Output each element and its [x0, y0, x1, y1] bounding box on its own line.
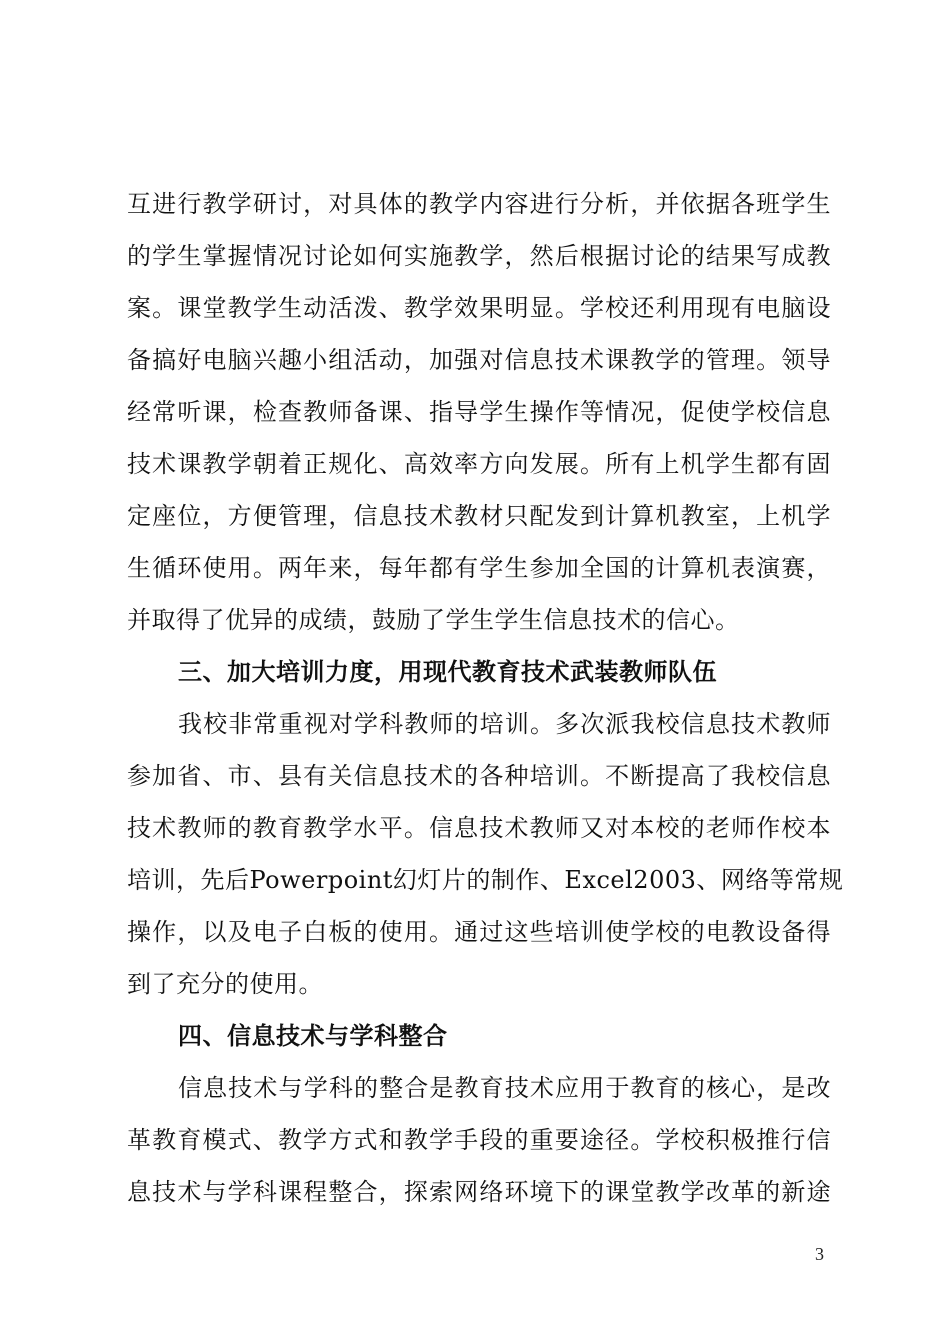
section-heading: 四、信息技术与学科整合 — [178, 1022, 448, 1050]
text-line: 革教育模式、教学方式和教学手段的重要途径。学校积极推行信 — [127, 1126, 831, 1154]
text-line: 技术教师的教育教学水平。信息技术教师又对本校的老师作校本 — [127, 814, 831, 842]
text-line: 生循环使用。两年来，每年都有学生参加全国的计算机表演赛， — [127, 554, 831, 582]
text-line: 备搞好电脑兴趣小组活动，加强对信息技术课教学的管理。领导 — [127, 346, 831, 374]
text-line: 定座位，方便管理，信息技术教材只配发到计算机教室，上机学 — [127, 502, 831, 530]
text-line: 并取得了优异的成绩，鼓励了学生学生信息技术的信心。 — [127, 606, 740, 634]
text-line: 互进行教学研讨，对具体的教学内容进行分析，并依据各班学生 — [127, 190, 831, 218]
text-line: 操作，以及电子白板的使用。通过这些培训使学校的电教设备得 — [127, 918, 831, 946]
page-number: 3 — [815, 1244, 824, 1264]
text-line: 信息技术与学科的整合是教育技术应用于教育的核心，是改 — [178, 1074, 831, 1102]
text-line: 到了充分的使用。 — [127, 970, 323, 998]
body-text — [127, 178, 844, 1218]
text-line: 参加省、市、县有关信息技术的各种培训。不断提高了我校信息 — [127, 762, 831, 790]
text-line: 案。课堂教学生动活泼、教学效果明显。学校还利用现有电脑设 — [127, 294, 831, 322]
text-line: 技术课教学朝着正规化、高效率方向发展。所有上机学生都有固 — [127, 450, 831, 478]
text-line: 的学生掌握情况讨论如何实施教学，然后根据讨论的结果写成教 — [127, 242, 831, 270]
section-heading: 三、加大培训力度，用现代教育技术武装教师队伍 — [178, 658, 717, 686]
text-line: 培训，先后Powerpoint幻灯片的制作、Excel2003、网络等常规 — [127, 866, 844, 894]
text-line: 经常听课，检查教师备课、指导学生操作等情况，促使学校信息 — [127, 398, 831, 426]
text-line: 我校非常重视对学科教师的培训。多次派我校信息技术教师 — [178, 710, 831, 738]
text-line: 息技术与学科课程整合，探索网络环境下的课堂教学改革的新途 — [127, 1178, 831, 1206]
